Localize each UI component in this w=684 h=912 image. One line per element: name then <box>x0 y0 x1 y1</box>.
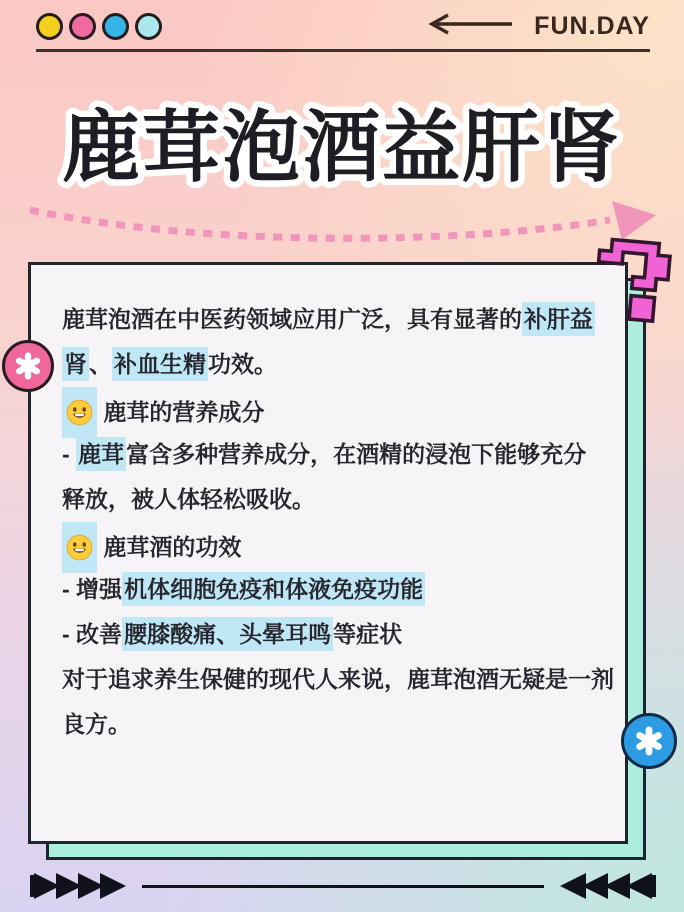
asterisk-badge-pink <box>2 340 54 392</box>
left-arrow-icon[interactable] <box>428 13 514 40</box>
text-segment: - <box>62 441 77 467</box>
card-text-line <box>62 612 625 657</box>
card-text-line <box>62 477 625 522</box>
asterisk-badge-blue <box>621 713 677 769</box>
text-segment: 鹿茸的营养成分 <box>97 399 265 425</box>
fast-forward-icon <box>30 872 128 905</box>
text-segment: - 增强 <box>62 576 123 602</box>
footer-divider <box>142 885 544 888</box>
card-text-line <box>62 702 625 747</box>
text-segment: 肾 <box>62 347 89 381</box>
header-brand-row <box>428 12 650 41</box>
text-segment: 鹿茸酒的功效 <box>97 534 242 560</box>
text-segment: 补血生精 <box>112 347 208 381</box>
text-segment: 鹿茸 <box>76 437 126 471</box>
text-segment: 等症状 <box>333 621 403 647</box>
grinning-face-emoji-icon <box>62 387 97 438</box>
yellow-dot-icon <box>36 13 63 40</box>
asterisk-icon <box>12 350 44 382</box>
header-divider <box>36 49 650 52</box>
brand-label: FUN.DAY <box>534 12 650 40</box>
blue-dot-icon <box>102 13 129 40</box>
card-text-line <box>62 342 625 387</box>
text-segment: 、 <box>89 351 112 377</box>
card-text-line <box>62 432 625 477</box>
card-text-line <box>62 387 625 432</box>
dashed-arrow-icon <box>0 196 684 258</box>
text-segment: - 改善 <box>62 621 123 647</box>
card-text-line <box>62 657 625 702</box>
pixel-question-mark-icon <box>590 235 674 336</box>
text-segment: 机体细胞免疫和体液免疫功能 <box>122 572 425 606</box>
card-text-line <box>62 567 625 612</box>
text-segment: 腰膝酸痛、头晕耳鸣 <box>122 617 333 651</box>
grinning-face-emoji-icon <box>62 522 97 573</box>
text-segment: 对于追求养生保健的现代人来说，鹿茸泡酒无疑是一剂 <box>62 666 614 692</box>
text-segment: 功效。 <box>208 351 277 377</box>
content-card <box>28 262 628 844</box>
asterisk-icon <box>632 724 666 758</box>
text-segment: 良方。 <box>62 711 131 737</box>
traffic-dots <box>36 13 162 40</box>
text-segment: 释放，被人体轻松吸收。 <box>62 486 315 512</box>
rewind-icon <box>558 872 656 905</box>
text-segment: 富含多种营养成分，在酒精的浸泡下能够充分 <box>126 441 587 467</box>
page-title-wrap <box>0 84 684 206</box>
card-text-line <box>62 297 625 342</box>
cyan-dot-icon <box>135 13 162 40</box>
text-segment: 鹿茸泡酒在中医药领域应用广泛，具有显著的 <box>62 306 522 332</box>
text-segment: 补肝益 <box>522 302 595 336</box>
card-text-block <box>31 265 625 747</box>
pink-dot-icon <box>69 13 96 40</box>
page-title: 鹿茸泡酒益肝肾 <box>61 103 623 191</box>
card-text-line <box>62 522 625 567</box>
